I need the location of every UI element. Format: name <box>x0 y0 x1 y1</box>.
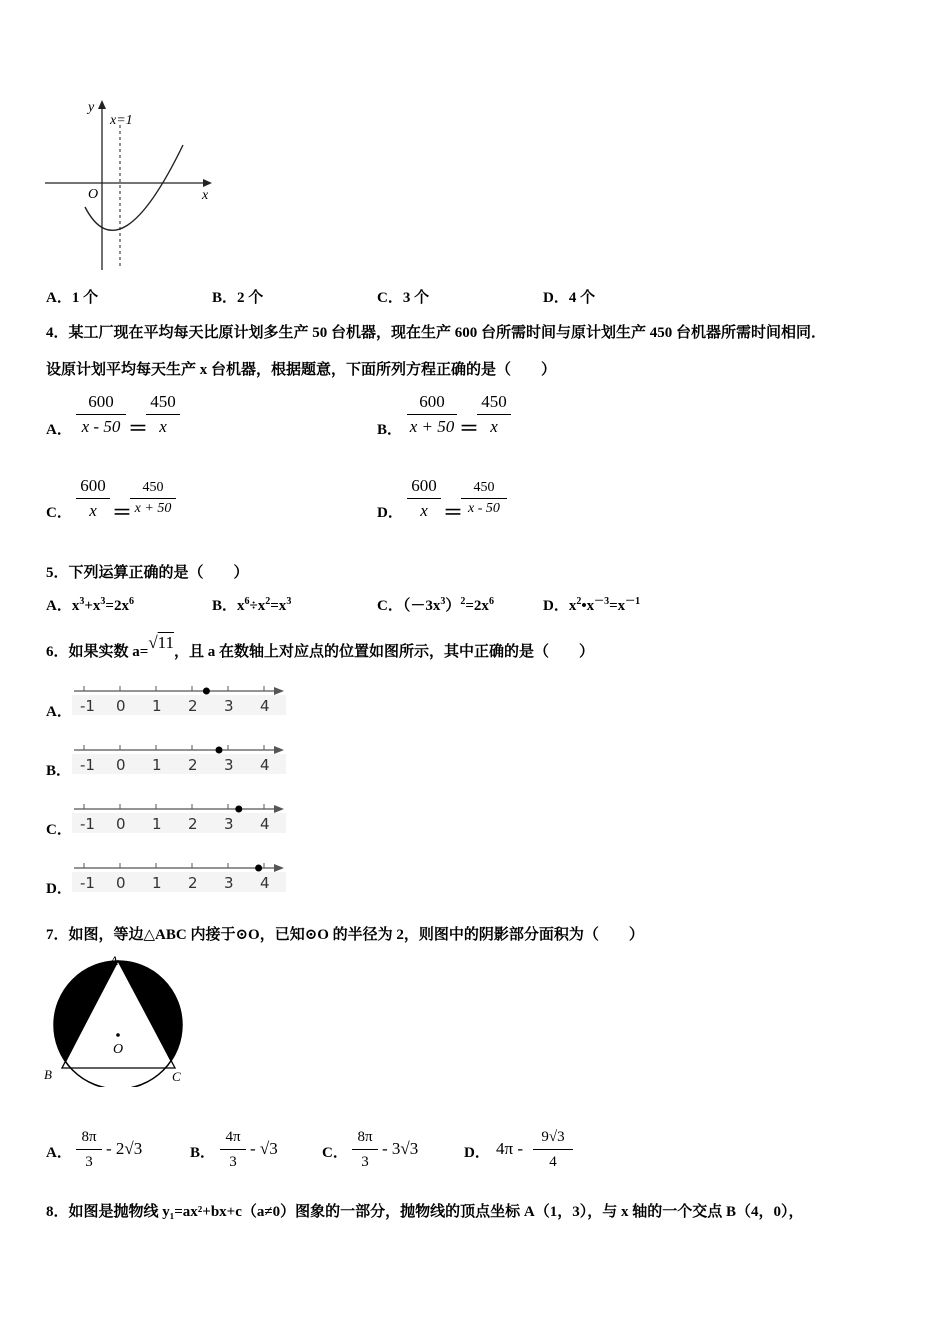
q7-option-c-letter: C． <box>322 1145 348 1161</box>
q5-option-d-letter: D． <box>543 598 569 614</box>
numerator: 600 <box>80 476 106 495</box>
q4-option-a-equals: ＝ <box>128 418 148 440</box>
label-o: O <box>113 1042 124 1057</box>
q7-option-d-prefix: 4π - <box>496 1139 523 1158</box>
denominator: 3 <box>361 1154 369 1170</box>
q7-option-a-letter: A． <box>46 1145 72 1161</box>
q6-stem <box>46 633 595 661</box>
q4-option-d-letter: D． <box>377 505 403 521</box>
denominator: x - 50 <box>81 417 121 436</box>
tick-label: -1 <box>80 874 95 892</box>
denominator: 3 <box>85 1154 93 1170</box>
x-axis-label: x <box>202 188 209 203</box>
shaded-region-left <box>42 952 118 1070</box>
q5-option-b-letter: B． <box>212 598 238 614</box>
q5-option-a-letter: A． <box>46 598 72 614</box>
label-c: C <box>172 1069 181 1084</box>
q7-option-c-frac <box>352 1126 378 1173</box>
axis-arrow <box>274 864 284 872</box>
q4-option-d-equals: ＝ <box>443 502 463 524</box>
tick-label: 4 <box>260 697 270 715</box>
symmetry-line-label: x=1 <box>110 113 133 128</box>
q4-option-b-equals: ＝ <box>459 418 479 440</box>
q7-option-b-rest: - √3 <box>250 1139 278 1158</box>
q6-option-c-letter: C． <box>46 822 72 838</box>
q3-parabola-graph <box>40 95 220 275</box>
numerator: 450 <box>481 392 507 411</box>
denominator: 3 <box>229 1154 237 1170</box>
center-point <box>116 1033 120 1037</box>
denominator: x <box>89 501 97 520</box>
denominator: x + 50 <box>409 417 455 436</box>
tick-label: 4 <box>260 815 270 833</box>
q3-option-b: B．2 个 <box>212 290 264 306</box>
denominator: x <box>490 417 498 436</box>
point-a <box>216 747 223 754</box>
q6-stem-part2: ，且 a 在数轴上对应点的位置如图所示，其中正确的是（ ） <box>174 644 595 660</box>
label-a: A <box>110 953 118 968</box>
tick-label: 2 <box>188 756 198 774</box>
tick-label: 0 <box>116 756 126 774</box>
q4-option-a-frac2 <box>146 391 180 438</box>
tick-label: 1 <box>152 874 162 892</box>
tick-label: 1 <box>152 756 162 774</box>
q5-option-a: A．$x^3+x^3=2x^6$ <box>46 596 134 614</box>
q7-option-b-letter: B． <box>190 1145 216 1161</box>
numerator: 9√3 <box>541 1129 565 1145</box>
q7-stem: 7．如图，等边△ABC 内接于⊙O，已知⊙O 的半径为 2，则图中的阴影部分面积为（ ） <box>46 927 644 943</box>
tick-label: 2 <box>188 815 198 833</box>
q5-option-b: B．$x^6\div x^2=x^3$ <box>212 596 292 614</box>
numerator: 8π <box>357 1129 373 1145</box>
q7-option-c-rest: - 3√3 <box>382 1139 419 1158</box>
denominator: 4 <box>549 1154 557 1170</box>
q4-option-a-letter: A． <box>46 422 72 438</box>
tick-label: 3 <box>224 697 234 715</box>
q4-option-b-frac2 <box>477 391 511 438</box>
q5-option-c: C．$(-3x^3)^2=2x^6$ <box>377 596 494 614</box>
q6-option-d-letter: D． <box>46 881 72 897</box>
axis-arrow <box>274 746 284 754</box>
tick-label: 0 <box>116 874 126 892</box>
q4-option-d-frac2 <box>461 479 507 518</box>
denominator: x + 50 <box>134 501 172 516</box>
numerator: 8π <box>81 1129 97 1145</box>
q3-option-c: C．3 个 <box>377 290 430 306</box>
q6-number-line-b <box>70 742 290 776</box>
y-axis-arrow <box>98 100 106 109</box>
tick-label: 1 <box>152 815 162 833</box>
q4-option-d-frac1 <box>407 475 441 522</box>
q7-option-a-rest: - 2√3 <box>106 1139 143 1158</box>
parabola-curve <box>85 145 183 230</box>
denominator: x - 50 <box>468 501 500 516</box>
tick-label: 3 <box>224 756 234 774</box>
q4-option-b-letter: B． <box>377 422 403 438</box>
q5-option-d: D．$x^2•x^{-3}=x^{-1}$ <box>543 596 641 614</box>
x-axis-arrow <box>203 179 212 187</box>
label-b: B <box>44 1067 52 1082</box>
tick-label: 4 <box>260 874 270 892</box>
tick-label: 1 <box>152 697 162 715</box>
q5-option-c-letter: C． <box>377 598 403 614</box>
tick-label: 2 <box>188 874 198 892</box>
axis-arrow <box>274 805 284 813</box>
q3-option-d: D．4 个 <box>543 290 596 306</box>
tick-label: -1 <box>80 756 95 774</box>
numerator: 4π <box>225 1129 241 1145</box>
point-a <box>235 806 242 813</box>
q4-option-b-frac1 <box>407 391 457 438</box>
tick-label: 3 <box>224 815 234 833</box>
q4-option-c-frac1 <box>76 475 110 522</box>
numerator: 600 <box>88 392 114 411</box>
radicand: 11 <box>157 633 175 652</box>
q4-option-a-frac1 <box>76 391 126 438</box>
tick-label: 3 <box>224 874 234 892</box>
q4-stem-line2: 设原计划平均每天生产 x 台机器，根据题意，下面所列方程正确的是（ ） <box>46 362 557 378</box>
q6-number-line-a <box>70 683 290 717</box>
q4-option-c-frac2 <box>130 479 176 518</box>
q7-option-d-frac <box>533 1126 573 1173</box>
denominator: x <box>159 417 167 436</box>
q6-option-a-letter: A． <box>46 704 72 720</box>
origin-label: O <box>88 187 99 202</box>
q8-stem: 8．如图是抛物线 y₁=ax²+bx+c（a≠0）图象的一部分，抛物线的顶点坐标 A（1，3），与 x 轴的一个交点 B（4，0）， <box>46 1204 804 1220</box>
tick-label: 4 <box>260 756 270 774</box>
tick-label: 0 <box>116 697 126 715</box>
q7-option-a-frac <box>76 1126 102 1173</box>
point-a <box>255 865 262 872</box>
numerator: 450 <box>473 480 495 495</box>
sqrt-expression: √11 <box>148 633 175 652</box>
q3-option-a: A．1 个 <box>46 290 99 306</box>
q6-stem-part1: 6．如果实数 a= <box>46 644 149 660</box>
q5-stem: 5．下列运算正确的是（ ） <box>46 565 249 581</box>
numerator: 450 <box>142 480 164 495</box>
q7-option-d-letter: D． <box>464 1145 490 1161</box>
q6-number-line-c <box>70 801 290 835</box>
tick-label: -1 <box>80 697 95 715</box>
tick-label: -1 <box>80 815 95 833</box>
q4-option-c-equals: ＝ <box>112 502 132 524</box>
axis-arrow <box>274 687 284 695</box>
q7-option-b-frac <box>220 1126 246 1173</box>
y-axis-label: y <box>88 100 95 115</box>
numerator: 450 <box>150 392 176 411</box>
q4-stem-line1: 4．某工厂现在平均每天比原计划多生产 50 台机器，现在生产 600 台所需时间与原计划生产 450 台机器所需时间相同． <box>46 325 827 341</box>
denominator: x <box>420 501 428 520</box>
q6-option-b-letter: B． <box>46 763 72 779</box>
numerator: 600 <box>411 476 437 495</box>
q7-circle-figure <box>42 952 192 1087</box>
numerator: 600 <box>419 392 445 411</box>
tick-label: 2 <box>188 697 198 715</box>
point-a <box>203 688 210 695</box>
q4-option-c-letter: C． <box>46 505 72 521</box>
tick-label: 0 <box>116 815 126 833</box>
q6-number-line-d <box>70 860 290 894</box>
